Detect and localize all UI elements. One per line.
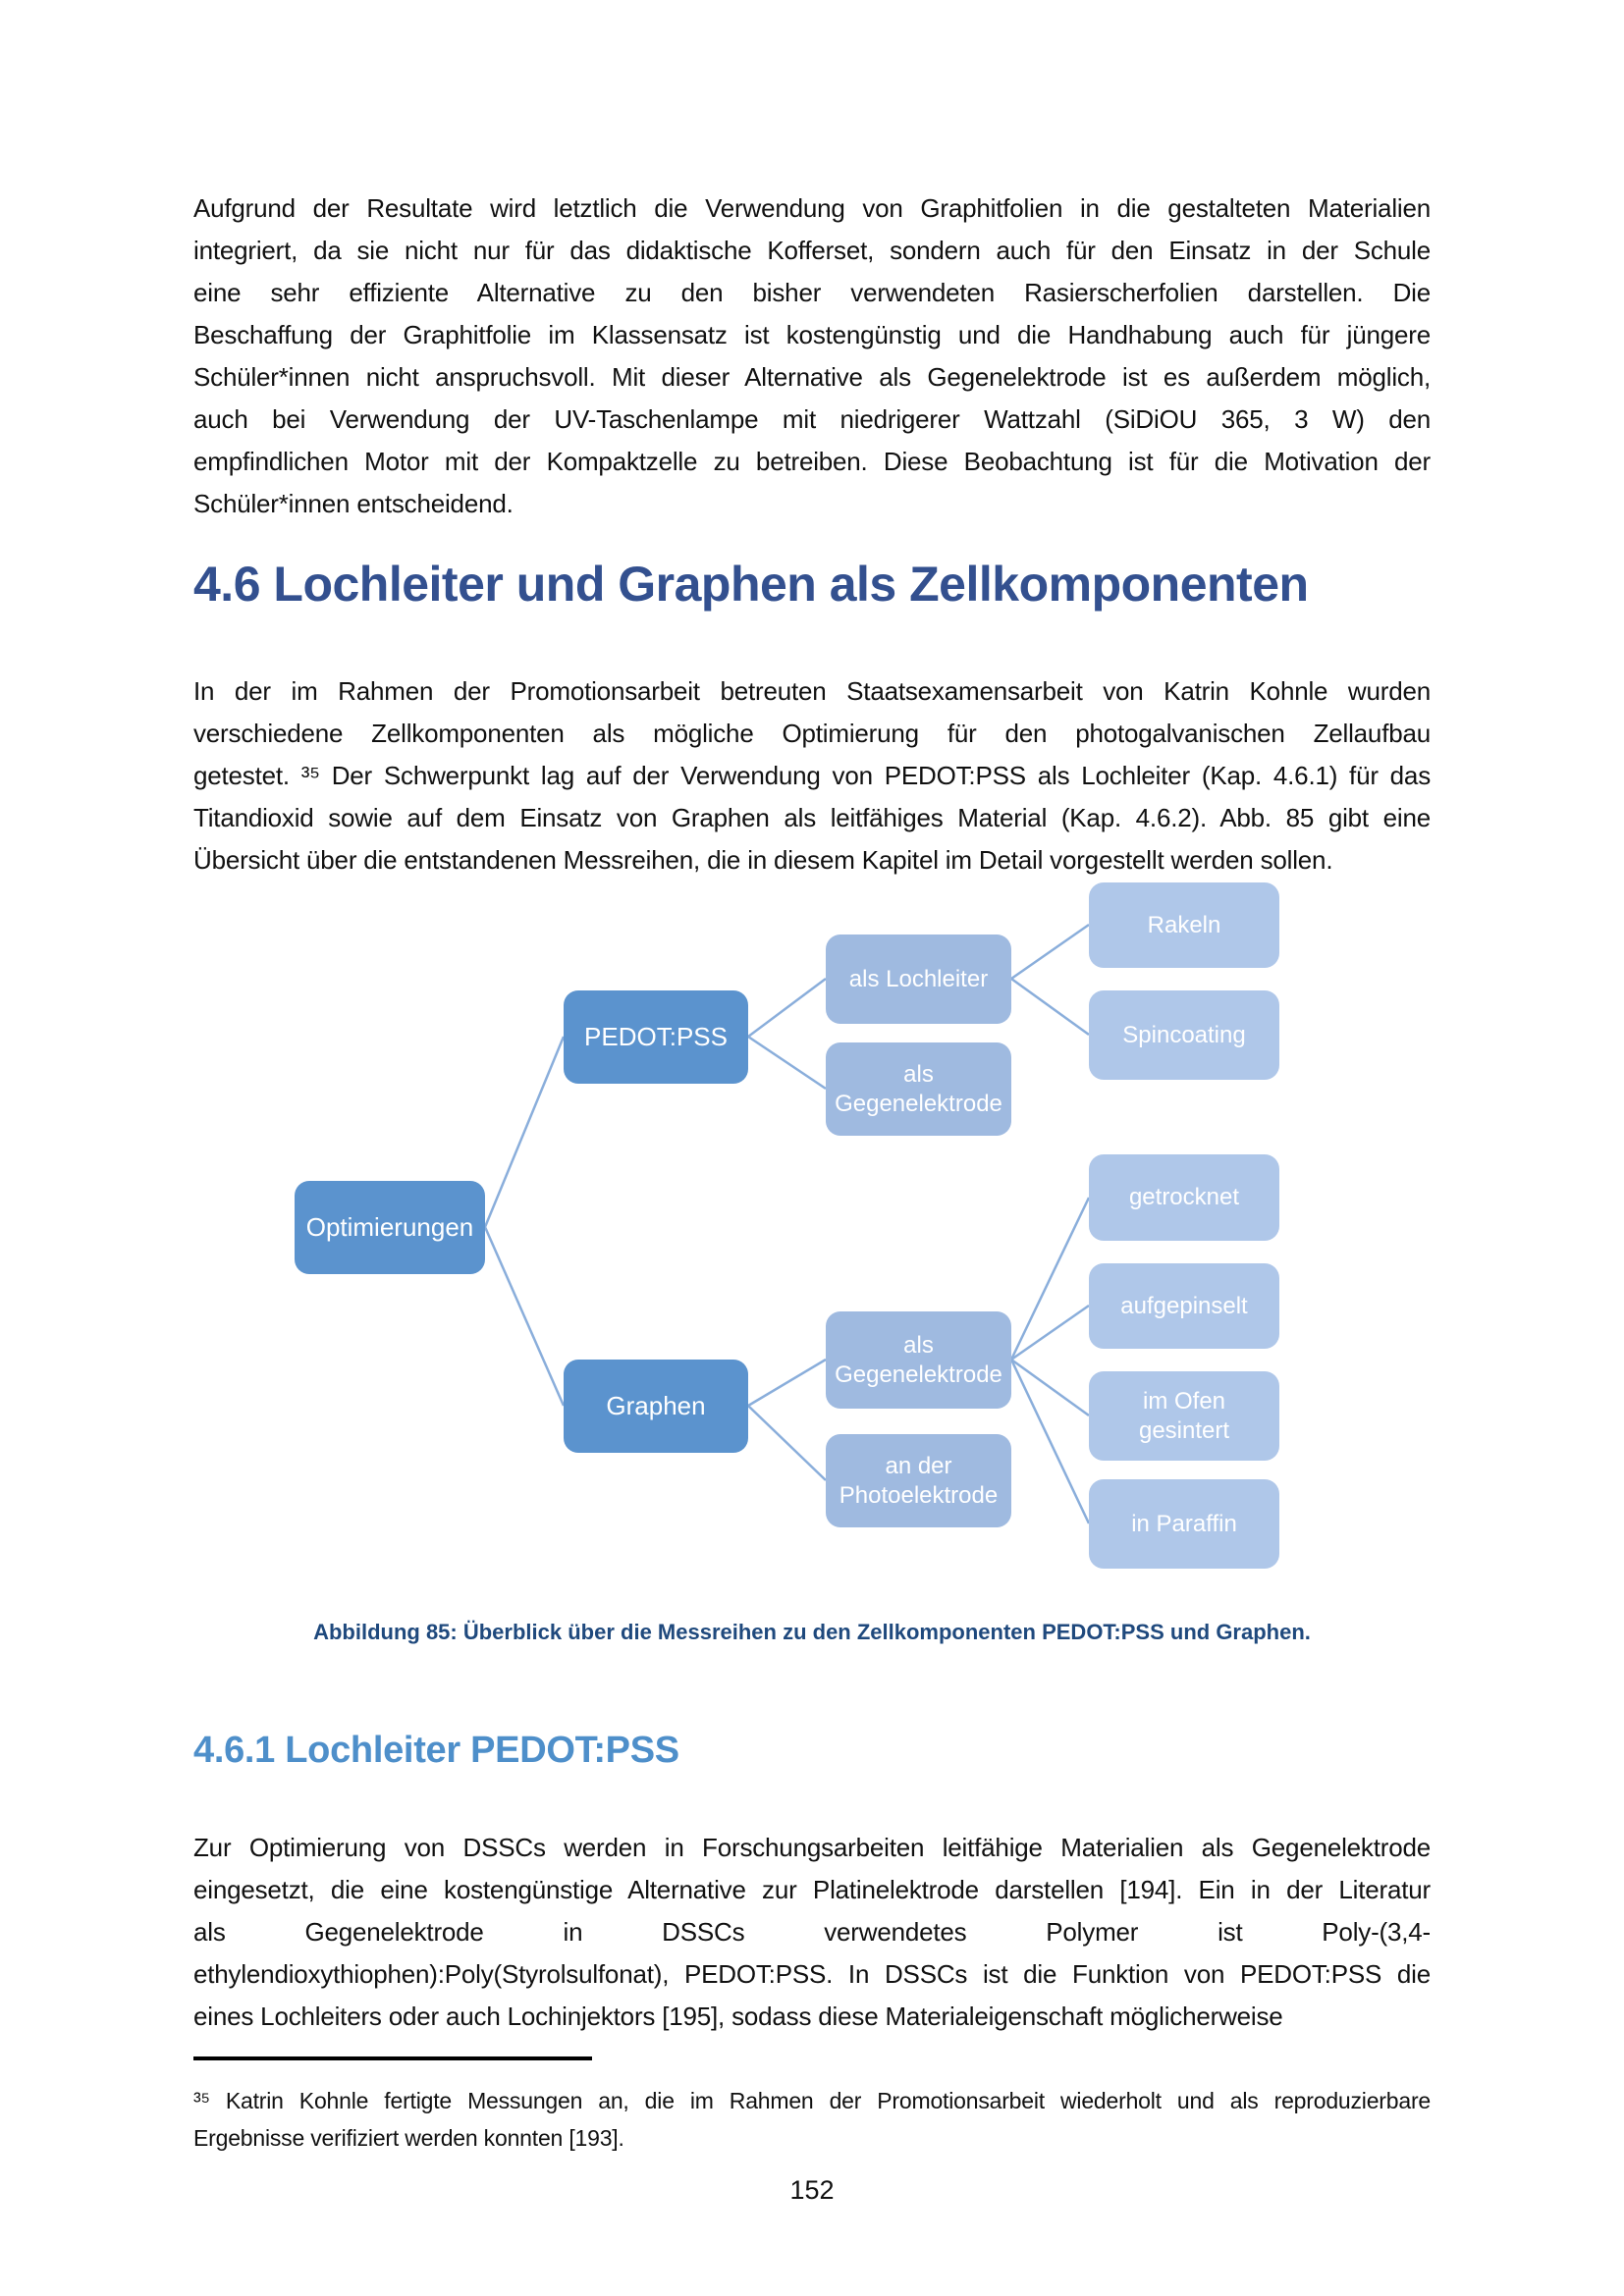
- node-als-lochleiter: als Lochleiter: [826, 934, 1011, 1024]
- figure-diagram: [0, 874, 1624, 1620]
- connector-line: [1011, 925, 1089, 979]
- text-line: verschiedene Zellkomponenten als mögliche Optimierung für den photogalvanischen Zellaufbau: [193, 719, 1431, 748]
- text-line: Schüler*innen nicht anspruchsvoll. Mit dieser Alternative als Gegenelektrode ist es außerdem möglich,: [193, 362, 1431, 392]
- connector-line: [485, 1227, 564, 1406]
- text-line: Übersicht über die entstandenen Messreihen, die in diesem Kapitel im Detail vorgestellt werden sollen.: [193, 845, 1333, 875]
- connector-line: [748, 979, 826, 1037]
- paragraph-graphitfolie: [193, 187, 1431, 525]
- node-rakeln: Rakeln: [1089, 882, 1279, 968]
- paragraph-pedot-pss: [193, 1827, 1431, 2038]
- text-line: Schüler*innen entscheidend.: [193, 489, 514, 518]
- node-als-gegenelektrode-graphen: als Gegenelektrode: [826, 1311, 1011, 1409]
- text-line: In der im Rahmen der Promotionsarbeit betreuten Staatsexamensarbeit von Katrin Kohnle wurden: [193, 676, 1431, 706]
- text-line: Aufgrund der Resultate wird letztlich die Verwendung von Graphitfolien in die gestalteten Materialien: [193, 193, 1431, 223]
- node-in-paraffin: in Paraffin: [1089, 1479, 1279, 1569]
- text-line: als Gegenelektrode in DSSCs verwendetes Polymer ist Poly-(3,4-: [193, 1917, 1431, 1947]
- connector-line: [748, 1360, 826, 1406]
- footnote: [193, 2082, 1431, 2157]
- footnote-separator: [193, 2056, 592, 2060]
- connector-line: [1011, 1198, 1089, 1360]
- text-line: eines Lochleiters oder auch Lochinjektors [195], sodass diese Materialeigenschaft möglicherweise: [193, 2002, 1283, 2031]
- subsection-heading: 4.6.1 Lochleiter PEDOT:PSS: [193, 1730, 679, 1771]
- node-aufgepinselt: aufgepinselt: [1089, 1263, 1279, 1349]
- text-line: eine sehr effiziente Alternative zu den bisher verwendeten Rasierscherfolien darstellen. Die: [193, 278, 1431, 307]
- text-line: empfindlichen Motor mit der Kompaktzelle zu betreiben. Diese Beobachtung ist für die Motivation der: [193, 447, 1431, 476]
- text-line: integriert, da sie nicht nur für das didaktische Kofferset, sondern auch für den Einsatz in der Schule: [193, 236, 1431, 265]
- text-line: ethylendioxythiophen):Poly(Styrolsulfonat), PEDOT:PSS. In DSSCs ist die Funktion von PEDOT:PSS die: [193, 1959, 1431, 1989]
- node-getrocknet: getrocknet: [1089, 1154, 1279, 1241]
- figure-caption: Abbildung 85: Überblick über die Messreihen zu den Zellkomponenten PEDOT:PSS und Graphen.: [313, 1620, 1311, 1644]
- connector-line: [748, 1406, 826, 1480]
- text-line: auch bei Verwendung der UV-Taschenlampe mit niedrigerer Wattzahl (SiDiOU 365, 3 W) den: [193, 404, 1431, 434]
- text-line: Zur Optimierung von DSSCs werden in Forschungsarbeiten leitfähige Materialien als Gegenelektrode: [193, 1833, 1431, 1862]
- node-graphen: Graphen: [564, 1360, 748, 1453]
- paragraph-overview: [193, 670, 1431, 881]
- connector-lines: [0, 874, 1624, 1620]
- connector-line: [748, 1037, 826, 1089]
- node-pedot-pss: PEDOT:PSS: [564, 990, 748, 1084]
- page-number: 152: [789, 2175, 835, 2205]
- text-line: Ergebnisse verifiziert werden konnten [193].: [193, 2125, 624, 2151]
- node-als-gegenelektrode-pedot: als Gegenelektrode: [826, 1042, 1011, 1136]
- text-line: eingesetzt, die eine kostengünstige Alternative zur Platinelektrode darstellen [194]. Ein in der Literatur: [193, 1875, 1431, 1904]
- connector-line: [1011, 979, 1089, 1035]
- node-an-der-photoelektrode: an der Photoelektrode: [826, 1434, 1011, 1527]
- node-optimierungen: Optimierungen: [295, 1181, 485, 1274]
- connector-line: [485, 1037, 564, 1227]
- node-im-ofen-gesintert: im Ofen gesintert: [1089, 1371, 1279, 1461]
- text-line: Beschaffung der Graphitfolie im Klassensatz ist kostengünstig und die Handhabung auch für jüngere: [193, 320, 1431, 349]
- node-spincoating: Spincoating: [1089, 990, 1279, 1080]
- connector-line: [1011, 1360, 1089, 1523]
- text-line: getestet. ³⁵ Der Schwerpunkt lag auf der Verwendung von PEDOT:PSS als Lochleiter (Kap. 4.6.1) für das: [193, 761, 1431, 790]
- connector-line: [1011, 1360, 1089, 1415]
- section-heading: 4.6 Lochleiter und Graphen als Zellkomponenten: [193, 557, 1309, 612]
- text-line: ³⁵ Katrin Kohnle fertigte Messungen an, die im Rahmen der Promotionsarbeit wiederholt und als reproduzierbare: [193, 2088, 1431, 2113]
- text-line: Titandioxid sowie auf dem Einsatz von Graphen als leitfähiges Material (Kap. 4.6.2). Abb. 85 gibt eine: [193, 803, 1431, 832]
